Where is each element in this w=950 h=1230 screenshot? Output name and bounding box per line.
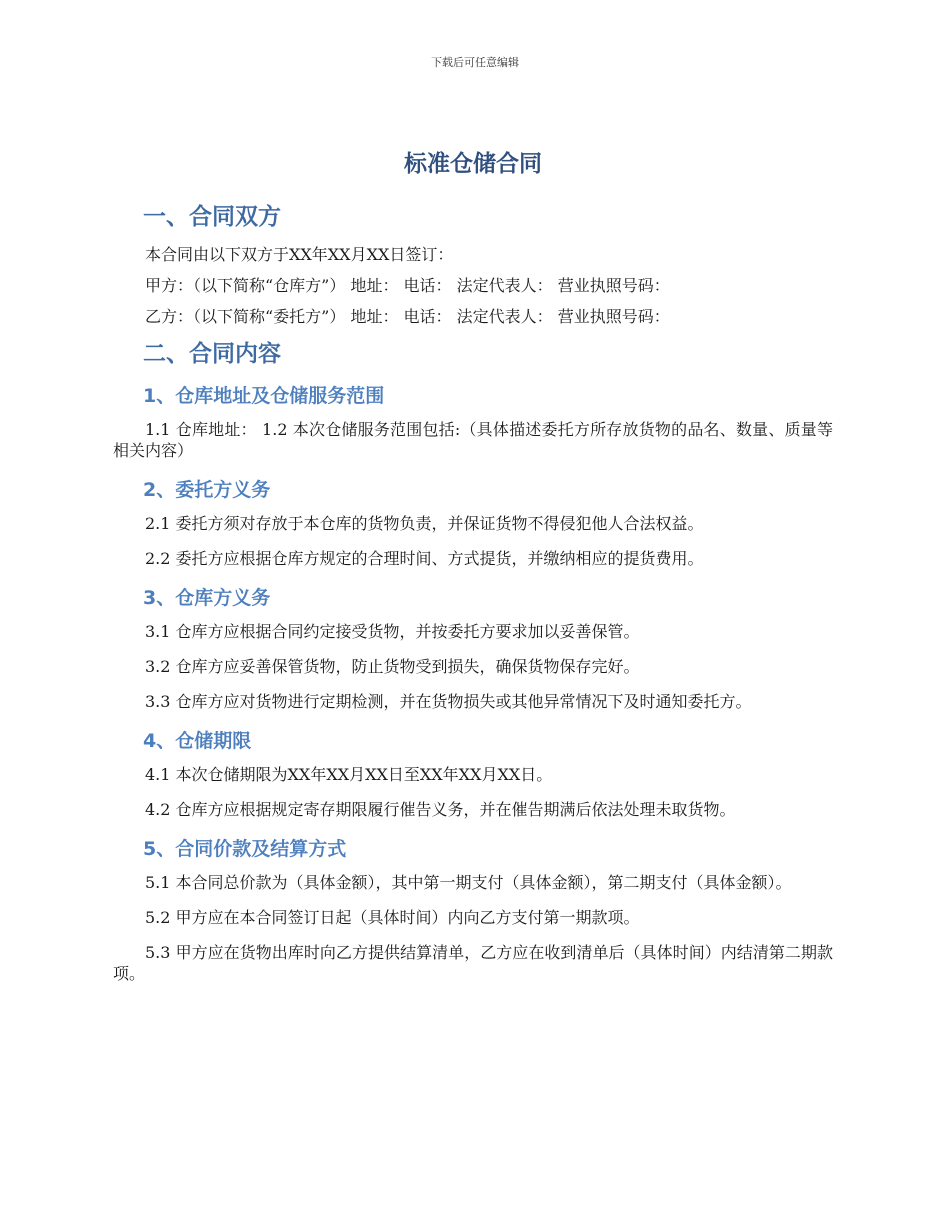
subheading-client-obligations: 2、委托方义务: [143, 479, 271, 501]
paragraph-5-2: 5.2 甲方应在本合同签订日起（具体时间）内向乙方支付第一期款项。: [145, 908, 640, 927]
subheading-payment: 5、合同价款及结算方式: [143, 838, 347, 860]
header-note: 下载后可任意编辑: [431, 56, 519, 69]
subheading-storage-term: 4、仓储期限: [143, 730, 252, 752]
section-heading-parties: 一、合同双方: [143, 204, 281, 230]
paragraph-party-b: 乙方：（以下简称“委托方”） 地址： 电话： 法定代表人： 营业执照号码：: [145, 307, 670, 326]
paragraph-4-1: 4.1 本次仓储期限为XX年XX月XX日至XX年XX月XX日。: [145, 765, 553, 784]
paragraph-signing-date: 本合同由以下双方于XX年XX月XX日签订：: [145, 245, 454, 264]
paragraph-3-1: 3.1 仓库方应根据合同约定接受货物，并按委托方要求加以妥善保管。: [145, 622, 640, 641]
paragraph-3-3: 3.3 仓库方应对货物进行定期检测，并在货物损失或其他异常情况下及时通知委托方。: [145, 692, 752, 711]
paragraph-1-1: 1.1 仓库地址： 1.2 本次仓储服务范围包括:（具体描述委托方所存放货物的品名、数量、质量等相关内容）: [113, 420, 833, 460]
paragraph-4-2: 4.2 仓库方应根据规定寄存期限履行催告义务，并在催告期满后依法处理未取货物。: [145, 800, 736, 819]
paragraph-party-a: 甲方：（以下简称“仓库方”） 地址： 电话： 法定代表人： 营业执照号码：: [145, 276, 670, 295]
subheading-warehouse-scope: 1、仓库地址及仓储服务范围: [143, 385, 385, 407]
paragraph-3-2: 3.2 仓库方应妥善保管货物，防止货物受到损失，确保货物保存完好。: [145, 657, 640, 676]
document-title: 标准仓储合同: [404, 151, 542, 177]
paragraph-2-1: 2.1 委托方须对存放于本仓库的货物负责，并保证货物不得侵犯他人合法权益。: [145, 514, 704, 533]
paragraph-2-2: 2.2 委托方应根据仓库方规定的合理时间、方式提货，并缴纳相应的提货费用。: [145, 549, 704, 568]
document-body: [113, 142, 833, 998]
paragraph-5-3: 5.3 甲方应在货物出库时向乙方提供结算清单，乙方应在收到清单后（具体时间）内结清第二期款项。: [113, 943, 833, 983]
subheading-warehouse-obligations: 3、仓库方义务: [143, 587, 271, 609]
paragraph-5-1: 5.1 本合同总价款为（具体金额），其中第一期支付（具体金额），第二期支付（具体金额）。: [145, 873, 792, 892]
section-heading-content: 二、合同内容: [143, 341, 281, 367]
